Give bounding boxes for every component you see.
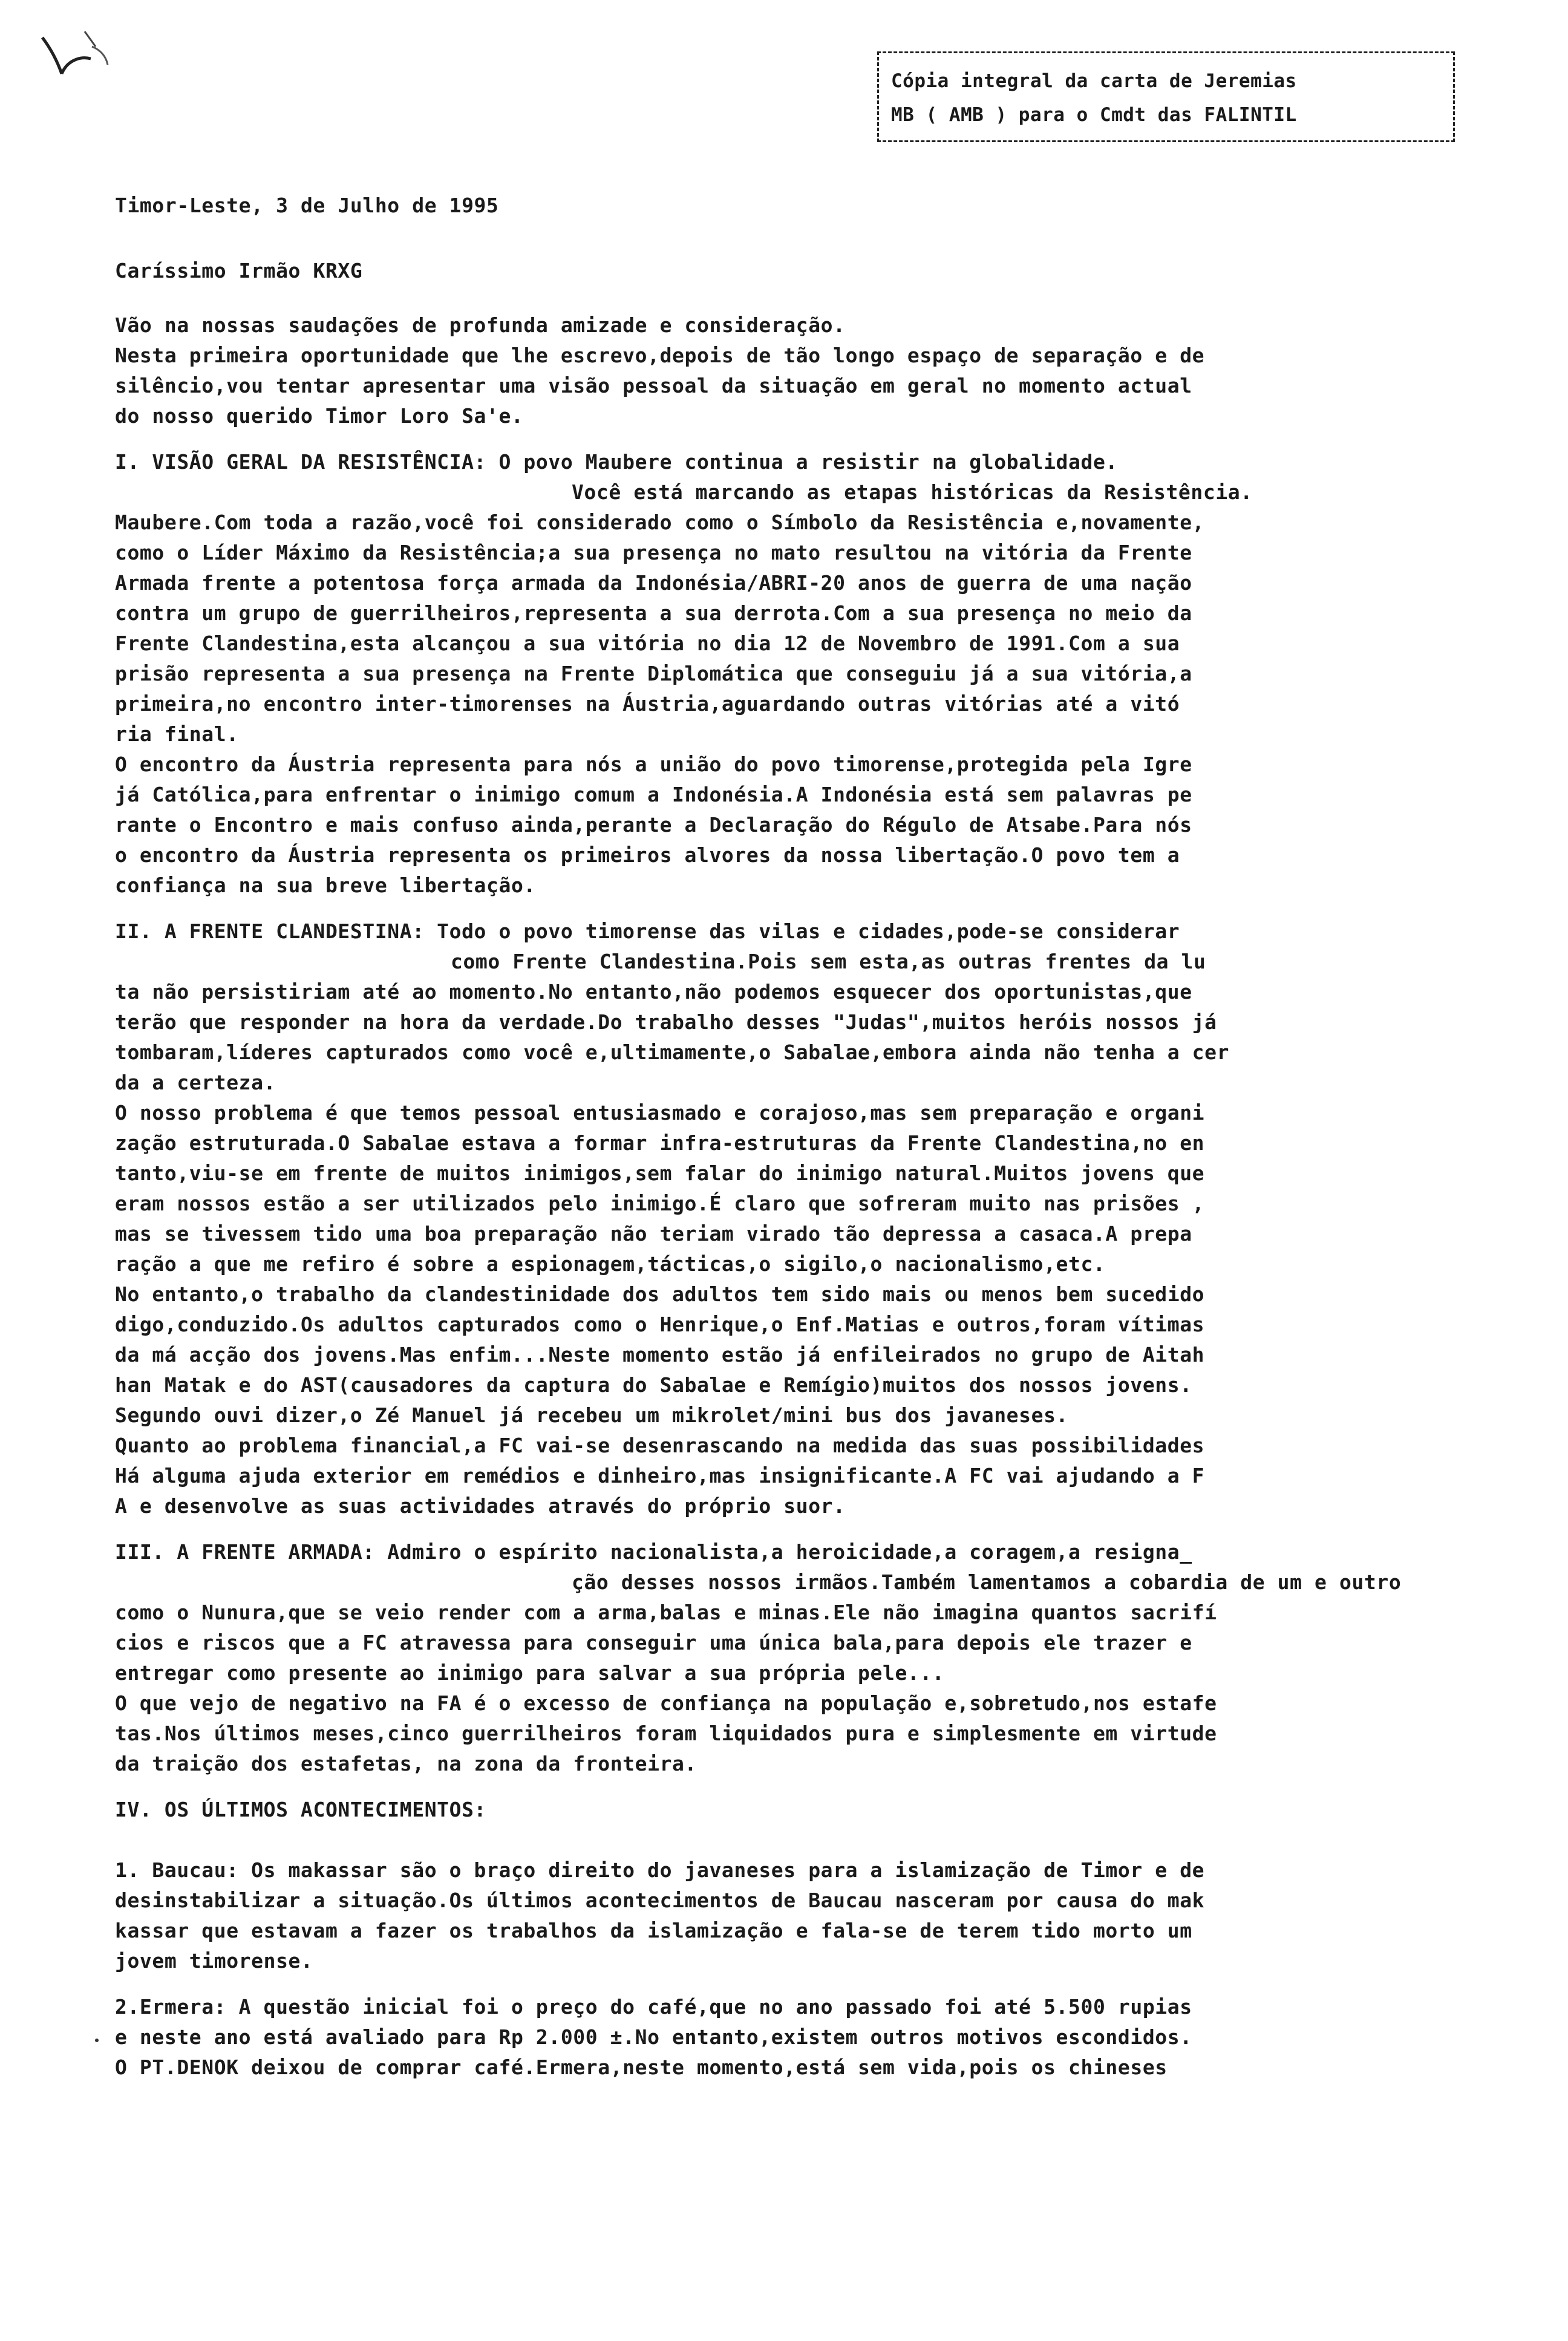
section-1-line: ria final. — [115, 722, 239, 746]
section-2-line: Segundo ouvi dizer,o Zé Manuel já recebeu um mikrolet/mini bus dos javaneses. — [115, 1403, 1069, 1427]
section-3-line: ção desses nossos irmãos.Também lamentamos a cobardia de um e outro — [572, 1570, 1402, 1594]
salutation: Caríssimo Irmão KRXG — [115, 259, 363, 282]
section-1-heading: I. VISÃO GERAL DA RESISTÊNCIA: O povo Maubere continua a resistir na globalidade. — [115, 450, 1118, 474]
date-line: Timor-Leste, 3 de Julho de 1995 — [115, 194, 499, 217]
section-4-item-2-line: O PT.DENOK deixou de comprar café.Ermera,neste momento,está sem vida,pois os chineses — [115, 2055, 1168, 2079]
header-line-2: MB ( AMB ) para o Cmdt das FALINTIL — [891, 104, 1297, 126]
section-1-line: o encontro da Áustria representa os primeiros alvores da nossa libertação.O povo tem a — [115, 843, 1180, 867]
section-2-line: O nosso problema é que temos pessoal entusiasmado e corajoso,mas sem preparação e organi — [115, 1101, 1205, 1125]
section-4-item-1-line: jovem timorense. — [115, 1949, 313, 1973]
section-3-line: O que vejo de negativo na FA é o excesso de confiança na população e,sobretudo,nos estafe — [115, 1691, 1217, 1715]
section-4 — [115, 1795, 1452, 2083]
letter-body — [115, 191, 1452, 2083]
section-4-heading: IV. OS ÚLTIMOS ACONTECIMENTOS: — [115, 1798, 487, 1821]
section-3-line: cios e riscos que a FC atravessa para conseguir uma única bala,para depois ele trazer e — [115, 1631, 1192, 1654]
section-1-line: primeira,no encontro inter-timorenses na Áustria,aguardando outras vitórias até a vitó — [115, 692, 1180, 716]
header-line-1: Cópia integral da carta de Jeremias — [891, 70, 1297, 92]
section-3 — [115, 1537, 1452, 1779]
section-2-line: han Matak e do AST(causadores da captura do Sabalae e Remígio)muitos dos nossos jovens. — [115, 1373, 1192, 1397]
section-2-line: eram nossos estão a ser utilizados pelo inimigo.É claro que sofreram muito nas prisões , — [115, 1192, 1205, 1215]
section-1 — [115, 447, 1452, 901]
section-2-line: da a certeza. — [115, 1071, 276, 1094]
intro-line: silêncio,vou tentar apresentar uma visão pessoal da situação em geral no momento actual — [115, 374, 1192, 397]
header-stamp-box — [877, 51, 1455, 142]
section-4-item-2-line: e neste ano está avaliado para Rp 2.000 ±.No entanto,existem outros motivos escondidos. — [115, 2025, 1192, 2049]
section-2-line: tanto,viu-se em frente de muitos inimigos,sem falar do inimigo natural.Muitos jovens que — [115, 1161, 1205, 1185]
section-1-line: Você está marcando as etapas históricas da Resistência. — [572, 480, 1253, 504]
section-2-line: digo,conduzido.Os adultos capturados como o Henrique,o Enf.Matias e outros,foram vítimas — [115, 1313, 1205, 1336]
section-2-line: Há alguma ajuda exterior em remédios e dinheiro,mas insignificante.A FC vai ajudando a F — [115, 1464, 1205, 1487]
handwritten-mark — [24, 13, 115, 86]
section-4-item-1-line: 1. Baucau: Os makassar são o braço direito do javaneses para a islamização de Timor e de — [115, 1858, 1205, 1882]
section-2-line: Quanto ao problema financial,a FC vai-se desenrascando na medida das suas possibilidades — [115, 1434, 1205, 1457]
section-2 — [115, 916, 1452, 1521]
section-1-line: como o Líder Máximo da Resistência;a sua presença no mato resultou na vitória da Frente — [115, 541, 1192, 564]
section-3-line: tas.Nos últimos meses,cinco guerrilheiros foram liquidados pura e simplesmente em virtude — [115, 1722, 1217, 1745]
section-2-line: tombaram,líderes capturados como você e,ultimamente,o Sabalae,embora ainda não tenha a cer — [115, 1040, 1230, 1064]
section-2-line: A e desenvolve as suas actividades através do próprio suor. — [115, 1494, 846, 1518]
section-1-line: Frente Clandestina,esta alcançou a sua vitória no dia 12 de Novembro de 1991.Com a sua — [115, 632, 1180, 655]
intro-line: do nosso querido Timor Loro Sa'e. — [115, 404, 524, 428]
section-3-line: da traição dos estafetas, na zona da fronteira. — [115, 1752, 697, 1775]
section-2-line: mas se tivessem tido uma boa preparação não teriam virado tão depressa a casaca.A prepa — [115, 1222, 1192, 1246]
section-3-line: entregar como presente ao inimigo para salvar a sua própria pele... — [115, 1661, 945, 1685]
section-3-heading: III. A FRENTE ARMADA: Admiro o espírito nacionalista,a heroicidade,a coragem,a resigna_ — [115, 1540, 1192, 1564]
intro-line: Nesta primeira oportunidade que lhe escrevo,depois de tão longo espaço de separação e de — [115, 344, 1205, 367]
section-2-line: ta não persistiriam até ao momento.No entanto,não podemos esquecer dos oportunistas,que — [115, 980, 1192, 1004]
intro-paragraph — [115, 310, 1452, 431]
section-4-item-2-line: 2.Ermera: A questão inicial foi o preço do café,que no ano passado foi até 5.500 rupias — [115, 1995, 1192, 2019]
section-1-line: Armada frente a potentosa força armada da Indonésia/ABRI-20 anos de guerra de uma nação — [115, 571, 1192, 595]
section-2-line: da má acção dos jovens.Mas enfim...Neste momento estão já enfileirados no grupo de Aitah — [115, 1343, 1205, 1366]
section-3-line: como o Nunura,que se veio render com a arma,balas e minas.Ele não imagina quantos sacrifí — [115, 1601, 1217, 1624]
section-1-line: Maubere.Com toda a razão,você foi considerado como o Símbolo da Resistência e,novamente, — [115, 511, 1205, 534]
section-1-line: contra um grupo de guerrilheiros,representa a sua derrota.Com a sua presença no meio da — [115, 601, 1192, 625]
section-2-line: terão que responder na hora da verdade.Do trabalho desses "Judas",muitos heróis nossos já — [115, 1010, 1217, 1034]
section-2-line: como Frente Clandestina.Pois sem esta,as outras frentes da lu — [451, 950, 1206, 973]
section-2-line: No entanto,o trabalho da clandestinidade dos adultos tem sido mais ou menos bem sucedido — [115, 1282, 1205, 1306]
intro-line: Vão na nossas saudações de profunda amizade e consideração. — [115, 313, 846, 337]
section-1-line: já Católica,para enfrentar o inimigo comum a Indonésia.A Indonésia está sem palavras pe — [115, 783, 1192, 806]
section-4-item-1-line: desinstabilizar a situação.Os últimos acontecimentos de Baucau nasceram por causa do mak — [115, 1889, 1205, 1912]
margin-dot — [95, 2039, 99, 2042]
section-2-heading: II. A FRENTE CLANDESTINA: Todo o povo timorense das vilas e cidades,pode-se considerar — [115, 919, 1180, 943]
section-2-line: zação estruturada.O Sabalae estava a formar infra-estruturas da Frente Clandestina,no en — [115, 1131, 1205, 1155]
section-4-item-1-line: kassar que estavam a fazer os trabalhos da islamização e fala-se de terem tido morto um — [115, 1919, 1192, 1942]
section-1-line: O encontro da Áustria representa para nós a união do povo timorense,protegida pela Igre — [115, 753, 1192, 776]
section-1-line: prisão representa a sua presença na Frente Diplomática que conseguiu já a sua vitória,a — [115, 662, 1192, 685]
section-1-line: rante o Encontro e mais confuso ainda,perante a Declaração do Régulo de Atsabe.Para nós — [115, 813, 1192, 837]
section-2-line: ração a que me refiro é sobre a espionagem,tácticas,o sigilo,o nacionalismo,etc. — [115, 1252, 1106, 1276]
section-1-line: confiança na sua breve libertação. — [115, 873, 536, 897]
